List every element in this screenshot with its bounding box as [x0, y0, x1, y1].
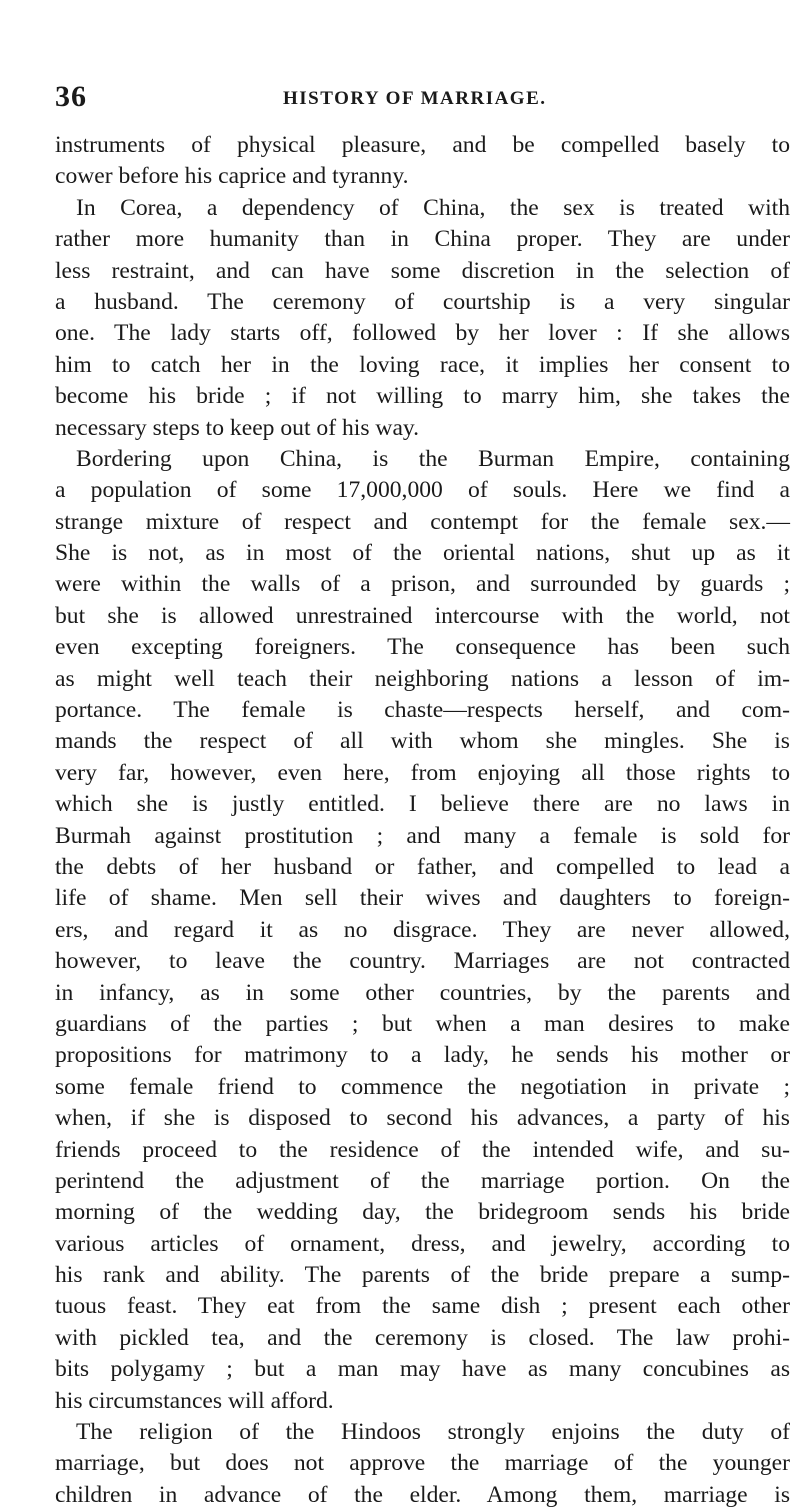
- text-line: but she is allowed unrestrained intercourse with the world, not: [55, 602, 790, 629]
- text-line: Burmah against prostitution ; and many a female is sold for: [55, 822, 790, 849]
- text-line: him to catch her in the loving race, it implies her consent to: [55, 351, 790, 378]
- text-line: morning of the wedding day, the bridegroom sends his bride: [55, 1199, 790, 1226]
- text-line: in infancy, as in some other countries, by the parents and: [55, 979, 790, 1006]
- text-line: as might well teach their neighboring nations a lesson of im-: [55, 665, 790, 692]
- text-line: perintend the adjustment of the marriage portion. On the: [55, 1167, 790, 1194]
- text-line: cower before his caprice and tyranny.: [55, 163, 409, 190]
- text-line: mands the respect of all with whom she mingles. She is: [55, 728, 790, 755]
- text-line: In Corea, a dependency of China, the sex is treated with: [76, 194, 790, 221]
- text-line: Bordering upon China, is the Burman Empire, containing: [76, 445, 790, 472]
- text-line: children in advance of the elder. Among them, marriage is: [55, 1481, 790, 1508]
- running-head: [0, 80, 800, 112]
- text-line: marriage, but does not approve the marriage of the younger: [55, 1450, 790, 1477]
- text-line: become his bride ; if not willing to marry him, she takes the: [55, 383, 790, 410]
- text-line: life of shame. Men sell their wives and daughters to foreign-: [55, 885, 790, 912]
- text-line: She is not, as in most of the oriental nations, shut up as it: [55, 540, 790, 567]
- text-line: a population of some 17,000,000 of souls. Here we find a: [55, 477, 790, 504]
- text-line: however, to leave the country. Marriages are not contracted: [55, 948, 790, 975]
- text-line: his circumstances will afford.: [55, 1387, 334, 1414]
- text-line: less restraint, and can have some discretion in the selection of: [55, 257, 790, 284]
- text-line: when, if she is disposed to second his advances, a party of his: [55, 1105, 790, 1132]
- text-line: a husband. The ceremony of courtship is a very singular: [55, 288, 790, 315]
- text-line: instruments of physical pleasure, and be compelled basely to: [55, 132, 790, 158]
- text-line: necessary steps to keep out of his way.: [55, 414, 420, 441]
- text-line: ers, and regard it as no disgrace. They are never allowed,: [55, 916, 790, 943]
- text-line: propositions for matrimony to a lady, he sends his mother or: [55, 1042, 790, 1069]
- text-line: rather more humanity than in China proper. They are under: [55, 226, 790, 253]
- text-line: one. The lady starts off, followed by her lover : If she allows: [55, 320, 790, 347]
- text-line: portance. The female is chaste—respects herself, and com-: [55, 697, 790, 724]
- text-line: The religion of the Hindoos strongly enjoins the duty of: [76, 1419, 790, 1446]
- text-line: were within the walls of a prison, and surrounded by guards ;: [55, 571, 790, 598]
- running-title: HISTORY OF MARRIAGE.: [283, 88, 547, 109]
- text-line: various articles of ornament, dress, and jewelry, according to: [55, 1230, 790, 1257]
- text-line: some female friend to commence the negotiation in private ;: [55, 1073, 790, 1100]
- page-number: 36: [55, 80, 87, 113]
- text-line: even excepting foreigners. The consequence has been such: [55, 634, 790, 661]
- text-line: very far, however, even here, from enjoying all those rights to: [55, 759, 790, 786]
- text-line: guardians of the parties ; but when a man desires to make: [55, 1010, 790, 1037]
- text-line: his rank and ability. The parents of the bride prepare a sump-: [55, 1262, 790, 1289]
- text-line: which she is justly entitled. I believe there are no laws in: [55, 791, 790, 818]
- body-text: [55, 130, 790, 1511]
- text-line: strange mixture of respect and contempt for the female sex.—: [55, 508, 790, 535]
- text-line: bits polygamy ; but a man may have as many concubines as: [55, 1356, 790, 1383]
- text-line: tuous feast. They eat from the same dish ; present each other: [55, 1293, 790, 1320]
- text-line: the debts of her husband or father, and compelled to lead a: [55, 853, 790, 880]
- text-line: friends proceed to the residence of the intended wife, and su-: [55, 1136, 790, 1163]
- text-line: with pickled tea, and the ceremony is closed. The law prohi-: [55, 1324, 790, 1351]
